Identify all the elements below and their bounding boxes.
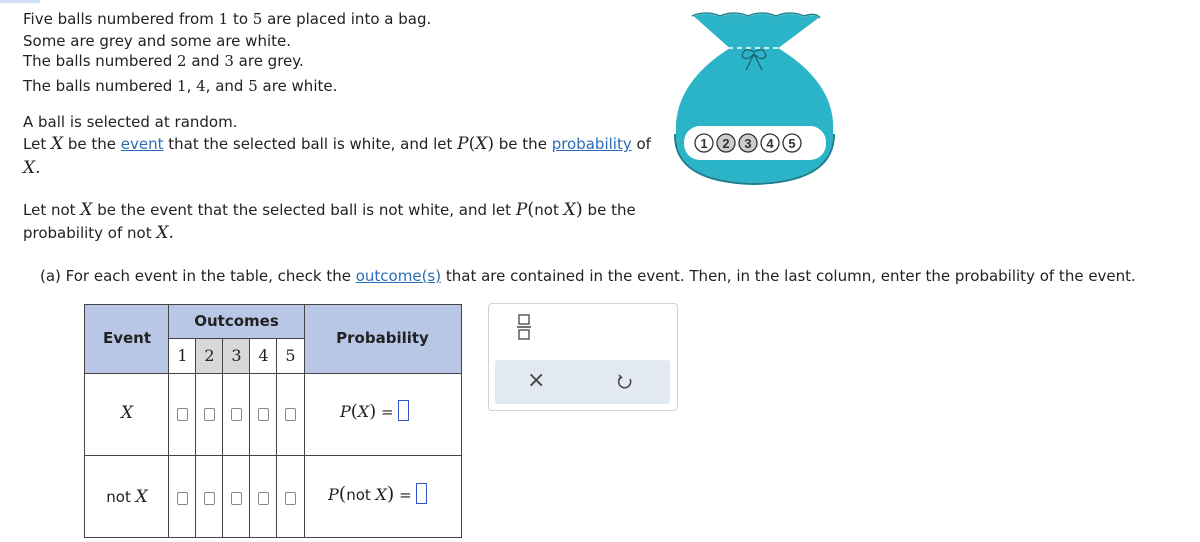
prob-x-expression: P(X) = xyxy=(340,400,409,422)
notx-outcome-5-checkbox[interactable] xyxy=(285,492,296,505)
notx-outcome-3-checkbox[interactable] xyxy=(231,492,242,505)
top-accent-bar xyxy=(0,0,40,3)
outcomes-table xyxy=(84,304,462,538)
part-a-instructions: (a) For each event in the table, check the outcome(s) that are contained in the event. Then, in the last column, enter the probability of the event. xyxy=(40,267,1136,285)
notx-outcome-1-checkbox[interactable] xyxy=(177,492,188,505)
undo-icon[interactable] xyxy=(617,374,633,390)
svg-text:1: 1 xyxy=(700,136,708,151)
balls xyxy=(695,134,801,152)
svg-text:3: 3 xyxy=(744,136,752,151)
prob-x-answer-box[interactable] xyxy=(398,400,409,421)
fraction-icon[interactable] xyxy=(516,314,532,340)
x-outcome-1-checkbox[interactable] xyxy=(177,408,188,421)
event-x-label: X xyxy=(120,403,134,423)
notx-outcome-4-checkbox[interactable] xyxy=(258,492,269,505)
ball-3 xyxy=(739,134,757,152)
col-divider-1 xyxy=(195,339,196,537)
outcome-label-5: 5 xyxy=(285,346,296,365)
notx-outcome-2-checkbox[interactable] xyxy=(204,492,215,505)
col-divider-4 xyxy=(276,339,277,537)
outcome-label-4: 4 xyxy=(258,346,269,365)
problem-line-9: probability of not X. xyxy=(23,223,174,243)
col-divider-3 xyxy=(249,339,250,537)
x-outcome-2-checkbox[interactable] xyxy=(204,408,215,421)
bag-illustration xyxy=(670,6,840,196)
clear-icon[interactable]: × xyxy=(527,368,546,393)
x-outcome-3-checkbox[interactable] xyxy=(231,408,242,421)
event-not-x-label: not X xyxy=(106,487,148,507)
outcomes-header: Outcomes xyxy=(194,312,279,330)
ball-5 xyxy=(783,134,801,152)
answer-tools-panel xyxy=(488,303,678,411)
outcome-label-3: 3 xyxy=(231,346,242,365)
problem-line-7: X. xyxy=(23,158,41,178)
svg-text:5: 5 xyxy=(788,136,796,151)
row-divider xyxy=(85,455,461,456)
problem-line-2: Some are grey and some are white. xyxy=(23,32,292,50)
ball-1 xyxy=(695,134,713,152)
col-divider-prob xyxy=(304,305,305,537)
svg-text:4: 4 xyxy=(766,136,774,151)
probability-link[interactable]: probability xyxy=(551,135,632,153)
problem-line-5: A ball is selected at random. xyxy=(23,113,238,131)
ball-2 xyxy=(717,134,735,152)
svg-text:2: 2 xyxy=(722,136,730,151)
event-link[interactable]: event xyxy=(120,135,164,153)
x-outcome-4-checkbox[interactable] xyxy=(258,408,269,421)
prob-not-x-expression: P(not X) = xyxy=(328,483,427,505)
problem-line-3: The balls numbered 2 and 3 are grey. xyxy=(23,52,304,70)
problem-line-8: Let not X be the event that the selected ball is not white, and let P(not X) be the xyxy=(23,199,636,220)
action-bar xyxy=(495,360,670,404)
outcome-label-1: 1 xyxy=(177,346,188,365)
problem-line-6: Let X be the event that the selected ball is white, and let P(X) be the probability of xyxy=(23,134,651,154)
prob-not-x-answer-box[interactable] xyxy=(416,483,427,504)
problem-line-4: The balls numbered 1, 4, and 5 are white. xyxy=(23,77,338,95)
col-divider-2 xyxy=(222,339,223,537)
probability-header: Probability xyxy=(336,329,429,347)
event-header: Event xyxy=(102,329,152,347)
ball-4 xyxy=(761,134,779,152)
outcomes-link[interactable]: outcome(s) xyxy=(355,267,442,285)
problem-line-1: Five balls numbered from 1 to 5 are placed into a bag. xyxy=(23,10,432,28)
x-outcome-5-checkbox[interactable] xyxy=(285,408,296,421)
outcome-label-2: 2 xyxy=(204,346,215,365)
outcomes-divider xyxy=(169,338,304,339)
